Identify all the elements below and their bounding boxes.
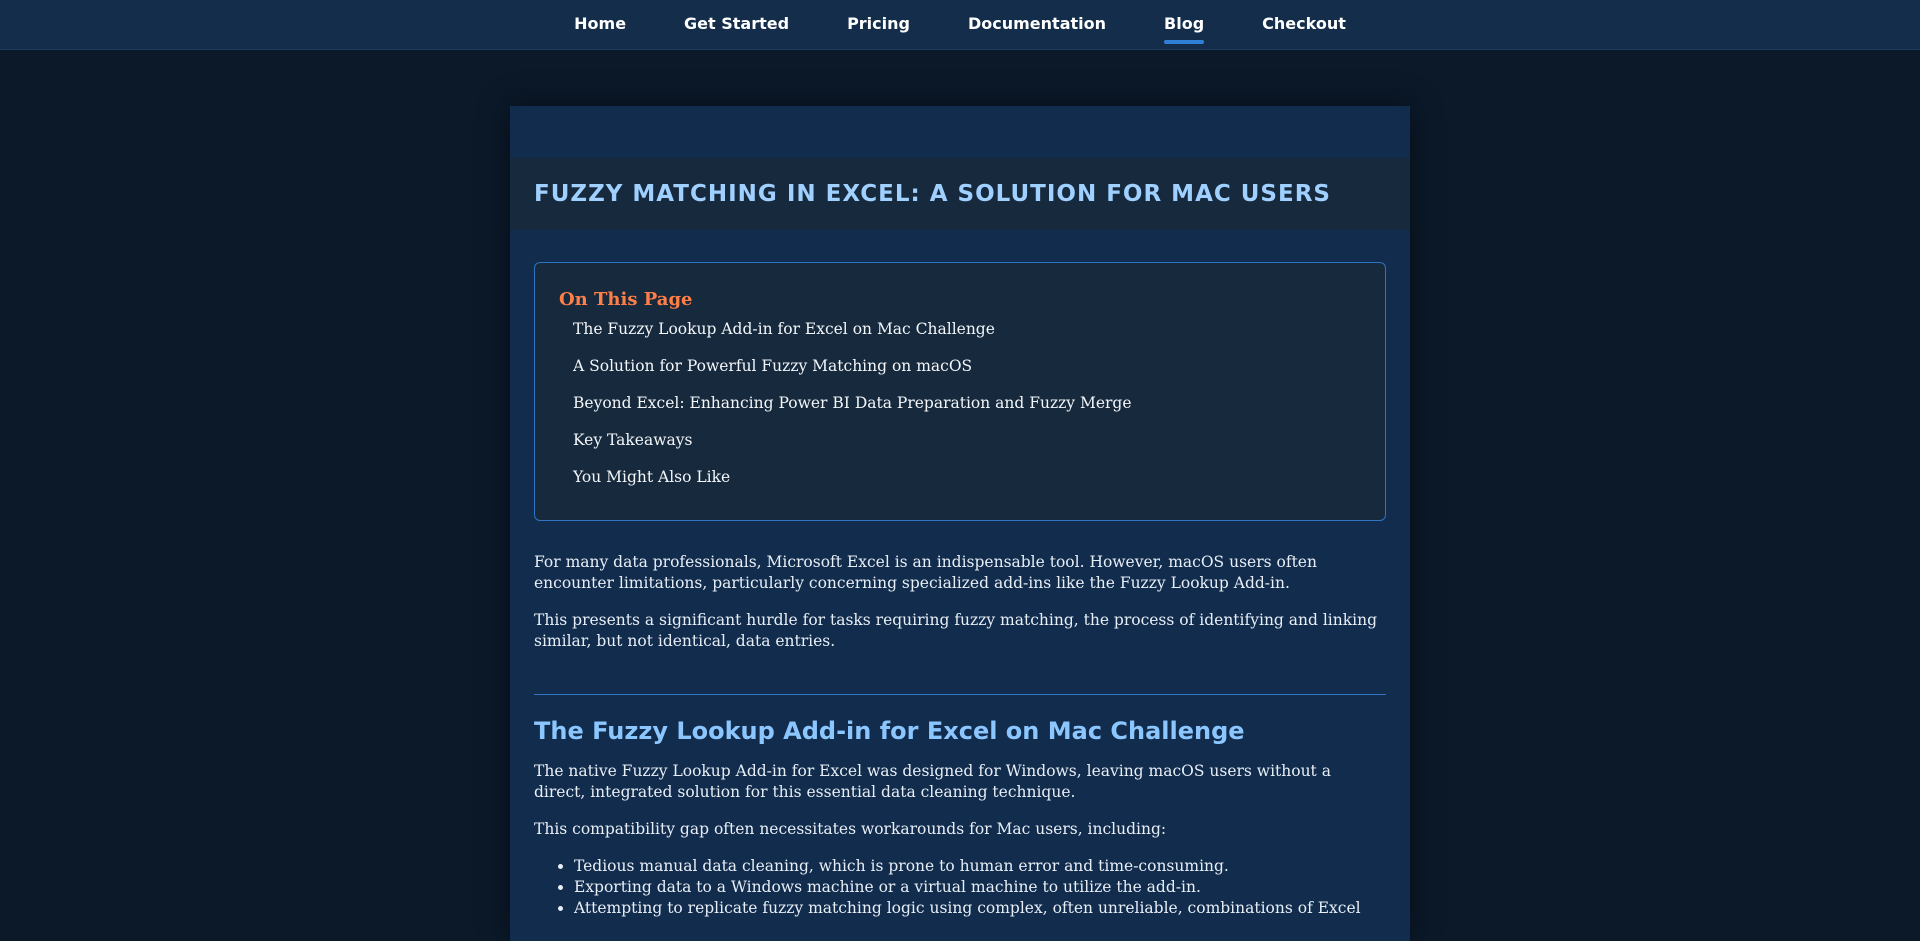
toc-list	[559, 318, 1361, 503]
page-title: FUZZY MATCHING IN EXCEL: A SOLUTION FOR MAC USERS	[534, 181, 1331, 207]
nav-blog[interactable]: Blog	[1135, 0, 1233, 50]
title-band	[510, 158, 1410, 230]
table-of-contents	[534, 262, 1386, 521]
toc-item[interactable]: The Fuzzy Lookup Add-in for Excel on Mac Challenge	[573, 320, 995, 338]
workaround-list	[534, 856, 1386, 919]
nav-checkout[interactable]: Checkout	[1262, 13, 1346, 33]
nav-pricing[interactable]: Pricing	[847, 13, 910, 33]
article-card	[510, 106, 1410, 941]
list-item: • Exporting data to a Windows machine or a virtual machine to utilize the add-in.	[574, 877, 1386, 898]
list-item: • Tedious manual data cleaning, which is prone to human error and time-consuming.	[574, 856, 1386, 877]
toc-item[interactable]: Beyond Excel: Enhancing Power BI Data Preparation and Fuzzy Merge	[573, 394, 1132, 412]
nav-home[interactable]: Home	[574, 13, 627, 33]
intro-paragraph: For many data professionals, Microsoft Excel is an indispensable tool. However, macOS users often encounter limitations, particularly concerning specialized add-ins like the Fuzzy Lookup Add-in.	[534, 553, 1317, 592]
intro-paragraph: This presents a significant hurdle for tasks requiring fuzzy matching, the process of identifying and linking similar, but not identical, data entries.	[534, 611, 1377, 650]
top-navigation	[0, 0, 1920, 50]
toc-item[interactable]: A Solution for Powerful Fuzzy Matching on macOS	[573, 357, 973, 375]
section-heading: The Fuzzy Lookup Add-in for Excel on Mac Challenge	[534, 717, 1245, 745]
nav-get-started[interactable]: Get Started	[684, 13, 790, 33]
list-item: • Attempting to replicate fuzzy matching logic using complex, often unreliable, combinations of Excel	[574, 898, 1386, 919]
nav-links	[545, 0, 1375, 50]
section-paragraph: The native Fuzzy Lookup Add-in for Excel was designed for Windows, leaving macOS users without a direct, integrated solution for this essential data cleaning technique.	[534, 762, 1331, 801]
section-paragraph: This compatibility gap often necessitates workarounds for Mac users, including:	[534, 820, 1167, 838]
toc-item[interactable]: You Might Also Like	[573, 468, 731, 486]
toc-heading: On This Page	[559, 289, 693, 310]
section-divider	[534, 694, 1386, 695]
article-body	[534, 552, 1386, 919]
nav-documentation[interactable]: Documentation	[967, 13, 1107, 33]
toc-item[interactable]: Key Takeaways	[573, 431, 693, 449]
